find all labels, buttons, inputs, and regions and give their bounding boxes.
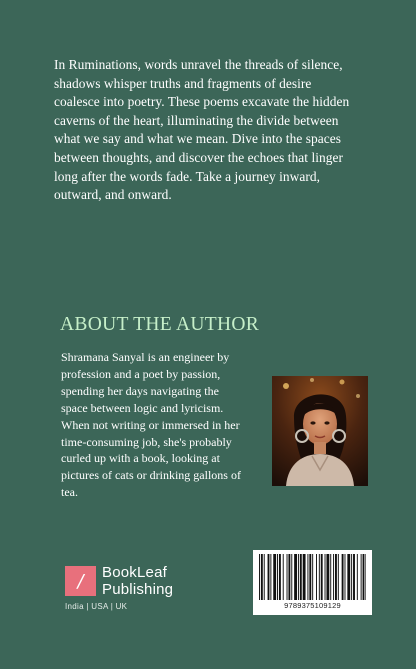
barcode-bar xyxy=(357,554,358,600)
barcode-bar xyxy=(347,554,350,600)
barcode-bar xyxy=(277,554,278,600)
bookleaf-mark-icon: / xyxy=(65,566,96,596)
barcode-bar xyxy=(259,554,260,600)
book-blurb: In Ruminations, words unravel the threads of silence, shadows whisper truths and fragments of desire coalesce into poetry. These poems excavate the hidden caverns of the heart, illuminating the divide between what we say and what we mean. Dive into the spaces between thoughts, and discover the echoes that linger long after the words fade. Take a journey inward, outward, and onward. xyxy=(54,57,350,203)
publisher-regions: India | USA | UK xyxy=(65,602,128,611)
barcode-bar xyxy=(291,554,292,600)
barcode-bar xyxy=(261,554,263,600)
barcode-bar xyxy=(294,554,297,600)
barcode-bars xyxy=(259,554,366,600)
barcode-bar xyxy=(273,554,276,600)
barcode-bar xyxy=(330,554,331,600)
barcode-bar xyxy=(342,554,344,600)
barcode-bar xyxy=(325,554,326,600)
publisher-logo xyxy=(65,564,175,614)
barcode-bar xyxy=(270,554,271,600)
publisher-name xyxy=(102,564,173,598)
isbn-barcode xyxy=(253,550,372,615)
barcode-bar xyxy=(365,554,366,600)
barcode-bar xyxy=(303,554,306,600)
barcode-bar xyxy=(288,554,290,600)
isbn-number: 9789375109129 xyxy=(284,601,341,610)
about-author-heading: ABOUT THE AUTHOR xyxy=(60,314,260,335)
author-bio: Shramana Sanyal is an engineer by profession and a poet by passion, spending her days navigating the space between logic and lyricism. When not writing or immersed in her time-consuming job, she's probably curled up with a book, looking at pictures of cats or drinking gallons of tea. xyxy=(61,350,241,500)
barcode-bar xyxy=(312,554,313,600)
barcode-bar xyxy=(361,554,362,600)
barcode-bar xyxy=(319,554,320,600)
barcode-bar xyxy=(279,554,281,600)
barcode-bar xyxy=(268,554,270,600)
barcode-bar xyxy=(345,554,346,600)
barcode-bar xyxy=(307,554,308,600)
barcode-bar xyxy=(264,554,265,600)
author-portrait-illustration xyxy=(272,376,368,486)
barcode-bar xyxy=(298,554,299,600)
barcode-bar xyxy=(316,554,317,600)
barcode-bar xyxy=(321,554,323,600)
author-photo xyxy=(272,376,368,486)
barcode-bar xyxy=(300,554,302,600)
publisher-name-line1: BookLeaf xyxy=(102,564,167,581)
publisher-name-line2: Publishing xyxy=(102,581,174,598)
barcode-bar xyxy=(335,554,337,600)
barcode-bar xyxy=(309,554,311,600)
barcode-bar xyxy=(363,554,365,600)
barcode-bar xyxy=(326,554,329,600)
barcode-bar xyxy=(338,554,339,600)
barcode-bar xyxy=(351,554,352,600)
barcode-bar xyxy=(333,554,334,600)
barcode-bar xyxy=(287,554,288,600)
barcode-bar xyxy=(353,554,355,600)
barcode-bar xyxy=(283,554,284,600)
